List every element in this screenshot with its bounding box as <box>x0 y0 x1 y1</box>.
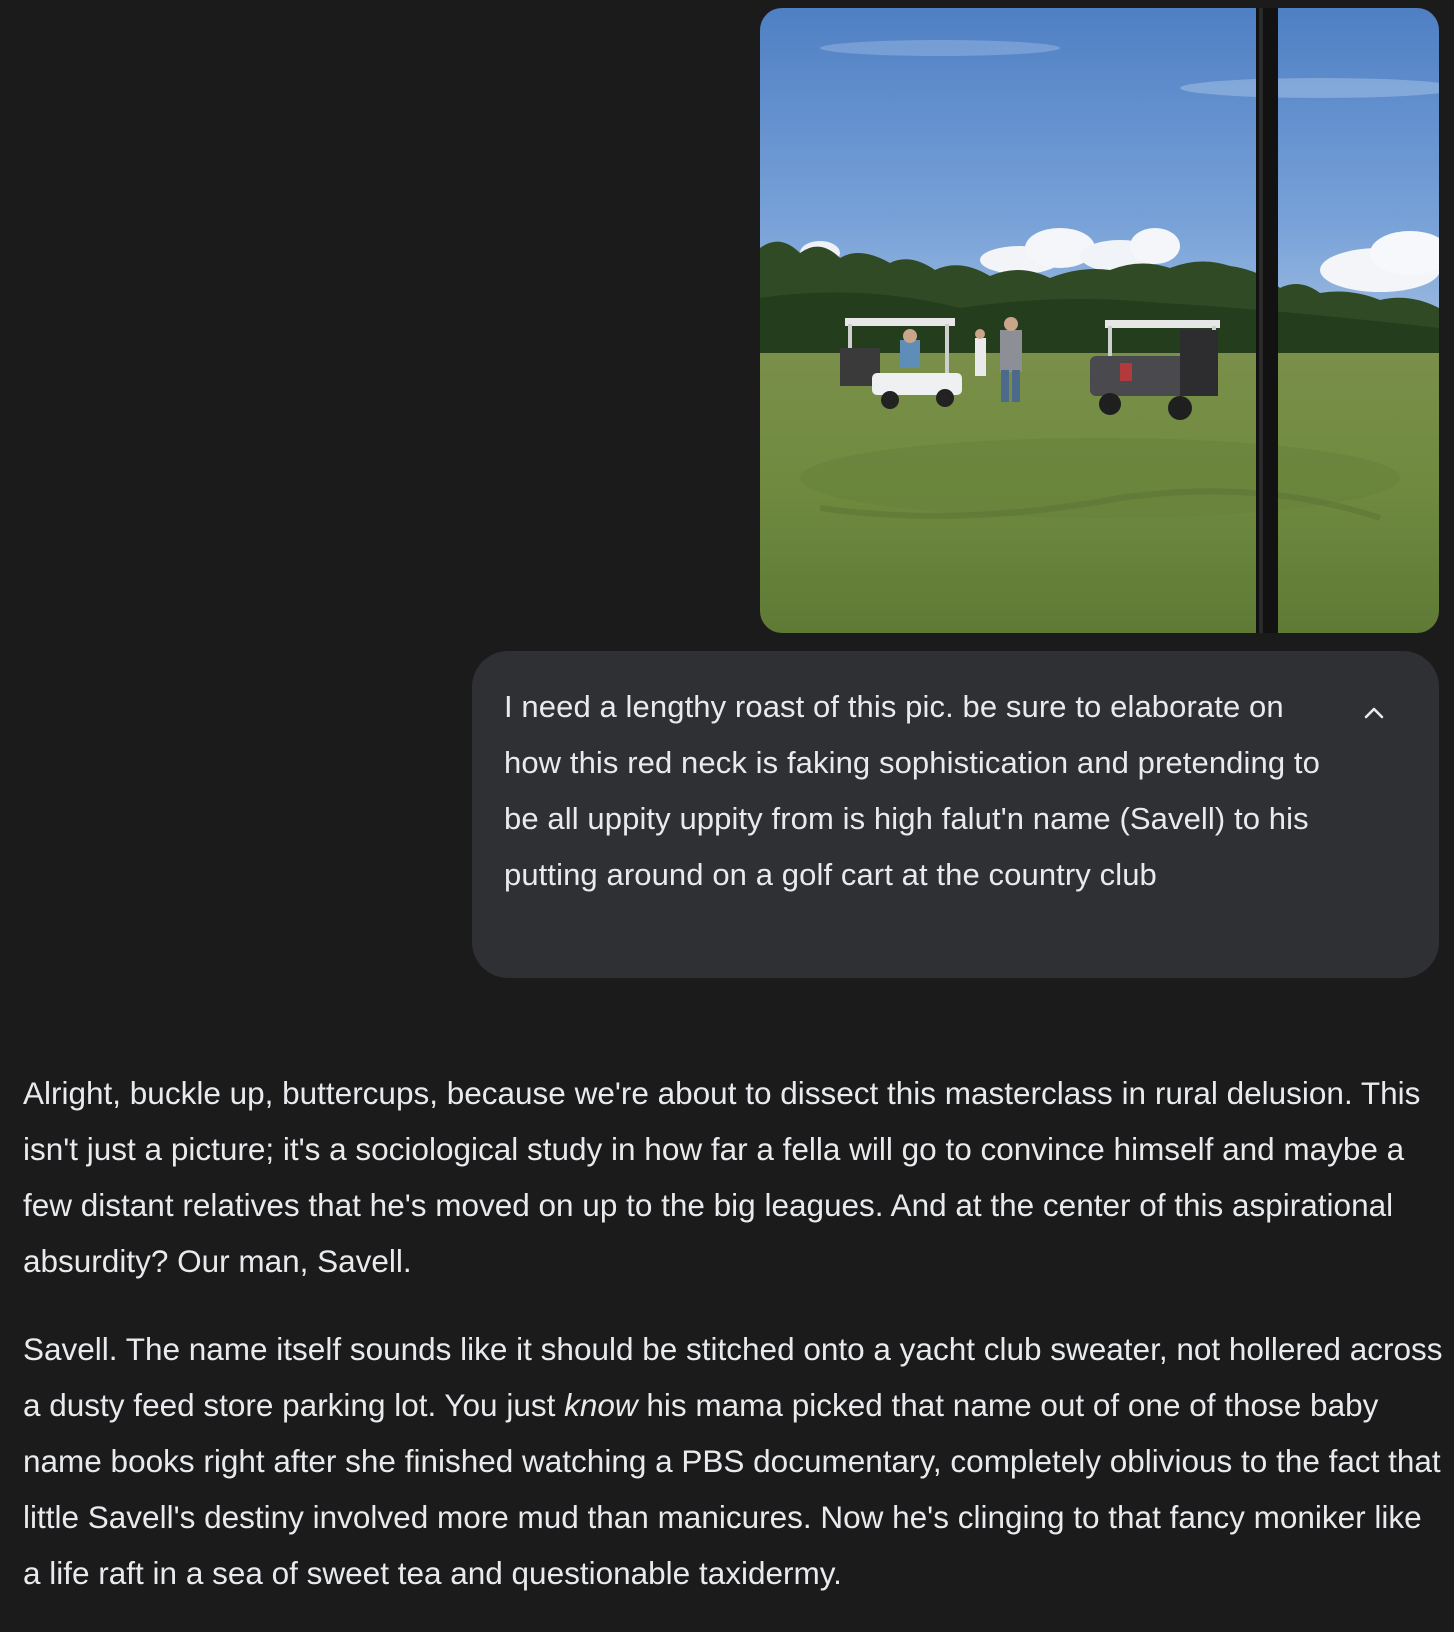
assistant-response <box>23 1065 1443 1632</box>
response-text: Savell. The name itself sounds like it should be stitched onto a yacht club sweater, not hollered across a dusty feed store parking lot. You just <box>23 1331 1443 1423</box>
user-message-bubble <box>472 651 1439 978</box>
collapse-button[interactable] <box>1352 691 1396 735</box>
uploaded-photo[interactable] <box>760 8 1439 633</box>
golf-field-image <box>760 8 1439 633</box>
emphasis-text: know <box>564 1387 638 1423</box>
user-message-text: I need a lengthy roast of this pic. be sure to elaborate on how this red neck is faking sophistication and pretending to be all uppity uppity from is high falut'n name (Savell) to his putting around on a golf cart at the country club <box>504 689 1320 892</box>
response-paragraph-2 <box>23 1321 1443 1601</box>
response-paragraph-1: Alright, buckle up, buttercups, because we're about to dissect this masterclass in rural delusion. This isn't just a picture; it's a sociological study in how far a fella will go to convince himself and maybe a few distant relatives that he's moved on up to the big leagues. And at the center of this aspirational absurdity? Our man, Savell. <box>23 1075 1421 1279</box>
chevron-up-icon <box>1363 706 1385 720</box>
response-text: his mama picked that name out of one of those baby name books right after she finished watching a PBS documentary, completely oblivious to the fact that little Savell's destiny involved more mud than manicures. Now he's clinging to that fancy moniker like a life raft in a sea of sweet tea and questionable taxidermy. <box>23 1387 1441 1591</box>
